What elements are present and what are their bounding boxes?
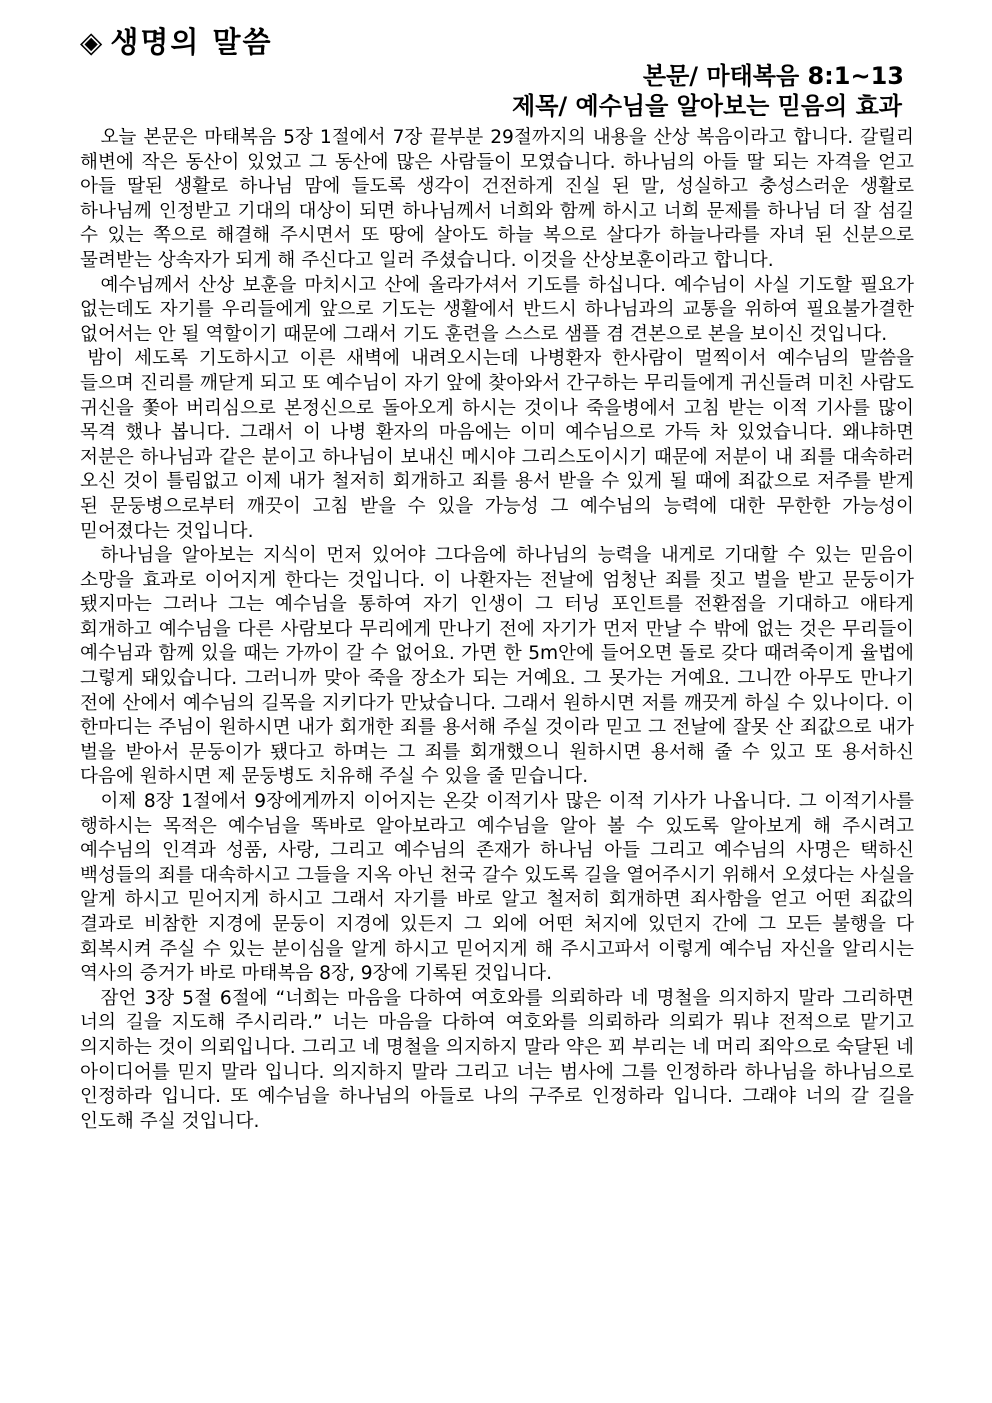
page-title-text: 생명의 말씀 — [110, 25, 273, 59]
paragraph: 예수님께서 산상 보훈을 마치시고 산에 올라가셔서 기도를 하십니다. 예수님이 사실 기도할 필요가 없는데도 자기를 우리들에게 앞으로 기도는 생활에서 반드시 하나님과의 교통을 위하여 필요불가결한 없어서는 안 될 역할이기 때문에 그래서 기도 훈련을 스스로 샘플 겸 견본으로 본을 보이신 것입니다. — [80, 274, 914, 345]
paragraph: 밤이 세도록 기도하시고 이른 새벽에 내려오시는데 나병환자 한사람이 멀찍이서 예수님의 말씀을 들으며 진리를 깨닫게 되고 또 예수님이 자기 앞에 찾아와서 간구하는 무리들에게 귀신들려 미친 사람도 귀신을 쫓아 버리심으로 본정신으로 돌아오게 하시는 것이나 죽을병에서 고침 받는 이적 기사를 많이 목격 했나 봅니다. 그래서 이 나병 환자의 마음에는 이미 예수님으로 가득 차 있었습니다. 왜냐하면 저분은 하나님과 같은 분이고 하나님이 보내신 메시야 그리스도이시기 때문에 저분이 내 죄를 대속하러 오신 것이 틀림없고 이제 내가 철저히 회개하고 죄를 용서 받을 수 있게 될 때에 죄값으로 저주를 받게 된 문둥병으로부터 깨끗이 고침 받을 수 있을 가능성 그 예수님의 능력에 대한 무한한 가능성이 믿어졌다는 것입니다. — [80, 348, 914, 542]
subject-value: 예수님을 알아보는 믿음의 효과 — [575, 92, 902, 120]
paragraph: 하나님을 알아보는 지식이 먼저 있어야 그다음에 하나님의 능력을 내게로 기대할 수 있는 믿음이 소망을 효과로 이어지게 한다는 것입니다. 이 나환자는 전날에 엄청난 죄를 짓고 벌을 받고 문둥이가 됐지마는 그러나 그는 예수님을 통하여 자기 인생이 그 터닝 포인트를 전환점을 기대하고 애타게 회개하고 예수님을 다른 사람보다 무리에게 만나기 전에 자기가 먼저 만날 수 밖에 없는 것은 무리들이 예수님과 함께 있을 때는 가까이 갈 수 없어요. 가면 한 5m안에 들어오면 돌로 갖다 때려죽이게 율법에 그렇게 돼있습니다. 그러니까 맞아 죽을 장소가 되는 거예요. 그 못가는 거예요. 그니깐 아무도 만나기 전에 산에서 예수님의 길목을 지키다가 만났습니다. 그래서 원하시면 저를 깨끗게 하실 수 있나이다. 이 한마디는 주님이 원하시면 내가 회개한 죄를 용서해 주실 것이라 믿고 그 전날에 잘못 산 죄값으로 내가 벌을 받아서 문둥이가 됐다고 하며는 그 죄를 회개했으니 원하시면 용서해 줄 수 있고 또 용서하신 다음에 원하시면 제 문둥병도 치유해 주실 수 있을 줄 믿습니다. — [80, 545, 914, 788]
paragraph: 잠언 3장 5절 6절에 “너희는 마음을 다하여 여호와를 의뢰하라 네 명철을 의지하지 말라 그리하면 너의 길을 지도해 주시리라.” 너는 마음을 다하여 여호와를 의뢰하라 의뢰가 뭐냐 전적으로 맡기고 의지하는 것이 의뢰입니다. 그리고 네 명철을 의지하지 말라 약은 꾀 부리는 네 머리 죄악으로 숙달된 네 아이디어를 믿지 말라 입니다. 의지하지 말라 그리고 너는 범사에 그를 인정하라 하나님을 하나님으로 인정하라 입니다. 또 예수님을 하나님의 아들로 나의 구주로 인정하라 입니다. 그래야 너의 갈 길을 인도해 주실 것입니다. — [80, 987, 914, 1132]
scripture-value: 마태복음 8:1~13 — [706, 62, 904, 90]
diamond-bullet-icon: ◈ — [80, 25, 105, 59]
scripture-label: 본문/ — [642, 62, 699, 90]
sermon-body — [80, 126, 914, 1134]
page-title — [80, 20, 272, 61]
subject-label: 제목/ — [512, 92, 568, 120]
paragraph: 이제 8장 1절에서 9장에게까지 이어지는 온갖 이적기사 많은 이적 기사가 나옵니다. 그 이적기사를 행하시는 목적은 예수님을 똑바로 알아보라고 예수님을 알아 볼 수 있도록 알아보게 해 주시려고 예수님의 인격과 성품, 사랑, 그리고 예수님의 존재가 하나님 아들 그리고 예수님의 사명은 택하신 백성들의 죄를 대속하시고 그들을 지옥 아닌 천국 갈수 있도록 길을 열어주시기 위해서 오셨다는 사실을 알게 하시고 믿어지게 하시고 그래서 자기를 바로 알고 철저히 회개하면 죄사함을 얻고 어떤 죄값의 결과로 비참한 지경에 문둥이 지경에 있든지 그 외에 어떤 처지에 있던지 간에 그 모든 불행을 다 회복시켜 주실 수 있는 분이심을 알게 하시고 믿어지게 해 주시고파서 이렇게 예수님 자신을 알리시는 역사의 증거가 바로 마태복음 8장, 9장에 기록된 것입니다. — [80, 791, 914, 985]
sermon-subject — [512, 86, 902, 121]
paragraph: 오늘 본문은 마태복음 5장 1절에서 7장 끝부분 29절까지의 내용을 산상 복음이라고 합니다. 갈릴리 해변에 작은 동산이 있었고 그 동산에 많은 사람들이 모였습니다. 하나님의 아들 딸 되는 자격을 얻고 아들 딸된 생활로 하나님 맘에 들도록 생각이 건전하게 진실 된 말, 성실하고 충성스러운 생활로 하나님께 인정받고 기대의 대상이 되면 하나님께서 너희와 함께 하시고 너희 문제를 하나님 더 잘 섬길 수 있는 쪽으로 해결해 주시면서 또 땅에 살아도 하늘 복으로 살다가 하늘나라를 자녀 된 신분으로 물려받는 상속자가 되게 해 주신다고 일러 주셨습니다. 이것을 산상보훈이라고 합니다. — [80, 127, 914, 271]
